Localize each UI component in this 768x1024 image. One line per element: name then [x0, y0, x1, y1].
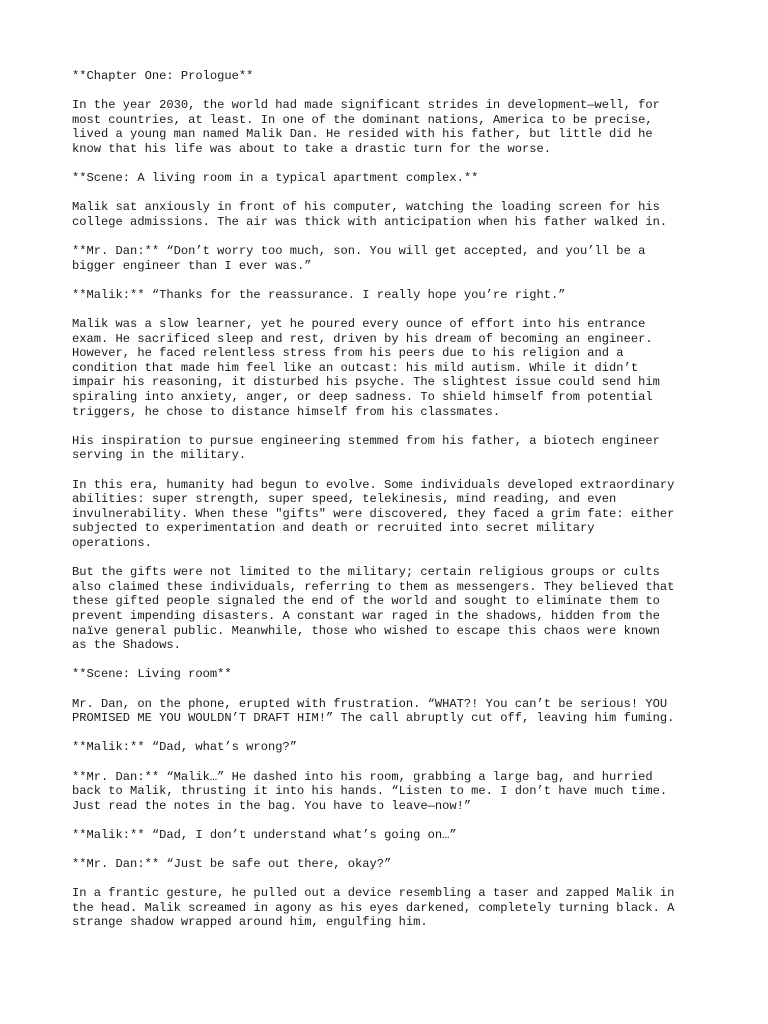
dialogue-line: **Malik:** “Thanks for the reassurance. I really hope you’re right.”	[72, 287, 566, 302]
dialogue-line: **Mr. Dan:** “Don’t worry too much, son. You will get accepted, and you’ll be a bigger engineer than I ever was.”	[72, 244, 646, 273]
paragraph: Malik sat anxiously in front of his computer, watching the loading screen for his college admissions. The air was thick with anticipation when his father walked in.	[72, 200, 668, 229]
dialogue-line: **Malik:** “Dad, I don’t understand what’s going on…”	[72, 827, 457, 842]
scene-heading: **Scene: Living room**	[72, 667, 232, 682]
paragraph: In this era, humanity had begun to evolve. Some individuals developed extraordinary abilities: super strength, super speed, telekinesis, mind reading, and even invulnerability. When these "gifts" were discovered, they faced a grim fate: either subjected to experimentation and death or recruited into secret military operations.	[72, 477, 675, 550]
document-body	[72, 69, 712, 945]
scene-heading: **Scene: A living room in a typical apartment complex.**	[72, 171, 479, 186]
dialogue-line: **Mr. Dan:** “Just be safe out there, okay?”	[72, 857, 392, 872]
paragraph: In the year 2030, the world had made significant strides in development—well, for most countries, at least. In one of the dominant nations, America to be precise, lived a young man named Malik Dan. He resided with his father, but little did he know that his life was about to take a drastic turn for the worse.	[72, 98, 660, 156]
paragraph: Malik was a slow learner, yet he poured every ounce of effort into his entrance exam. He sacrificed sleep and rest, driven by his dream of becoming an engineer. However, he faced relentless stress from his peers due to his religion and a condition that made him feel like an outcast: his mild autism. While it didn’t impair his reasoning, it disturbed his psyche. The slightest issue could send him spiraling into anxiety, anger, or deep sadness. To shield himself from potential triggers, he chose to distance himself from his classmates.	[72, 317, 660, 419]
dialogue-line: **Malik:** “Dad, what’s wrong?”	[72, 740, 297, 755]
paragraph: But the gifts were not limited to the military; certain religious groups or cults also claimed these individuals, referring to them as messengers. They believed that these gifted people signaled the end of the world and sought to eliminate them to prevent impending disasters. A constant war raged in the shadows, hidden from the naïve general public. Meanwhile, those who wished to escape this chaos were known as the Shadows.	[72, 565, 675, 653]
chapter-heading: **Chapter One: Prologue**	[72, 69, 254, 83]
paragraph: His inspiration to pursue engineering stemmed from his father, a biotech engineer serving in the military.	[72, 433, 660, 463]
paragraph: In a frantic gesture, he pulled out a device resembling a taser and zapped Malik in the head. Malik screamed in agony as his eyes darkened, completely turning black. A strange shadow wrapped around him, engulfing him.	[72, 886, 675, 930]
dialogue-line: **Mr. Dan:** “Malik…” He dashed into his room, grabbing a large bag, and hurried back to Malik, thrusting it into his hands. “Listen to me. I don’t have much time. Just read the notes in the bag. You have to leave—now!”	[72, 769, 668, 813]
paragraph: Mr. Dan, on the phone, erupted with frustration. “WHAT?! You can’t be serious! YOU PROMISED ME YOU WOULDN’T DRAFT HIM!” The call abruptly cut off, leaving him fuming.	[72, 696, 675, 726]
